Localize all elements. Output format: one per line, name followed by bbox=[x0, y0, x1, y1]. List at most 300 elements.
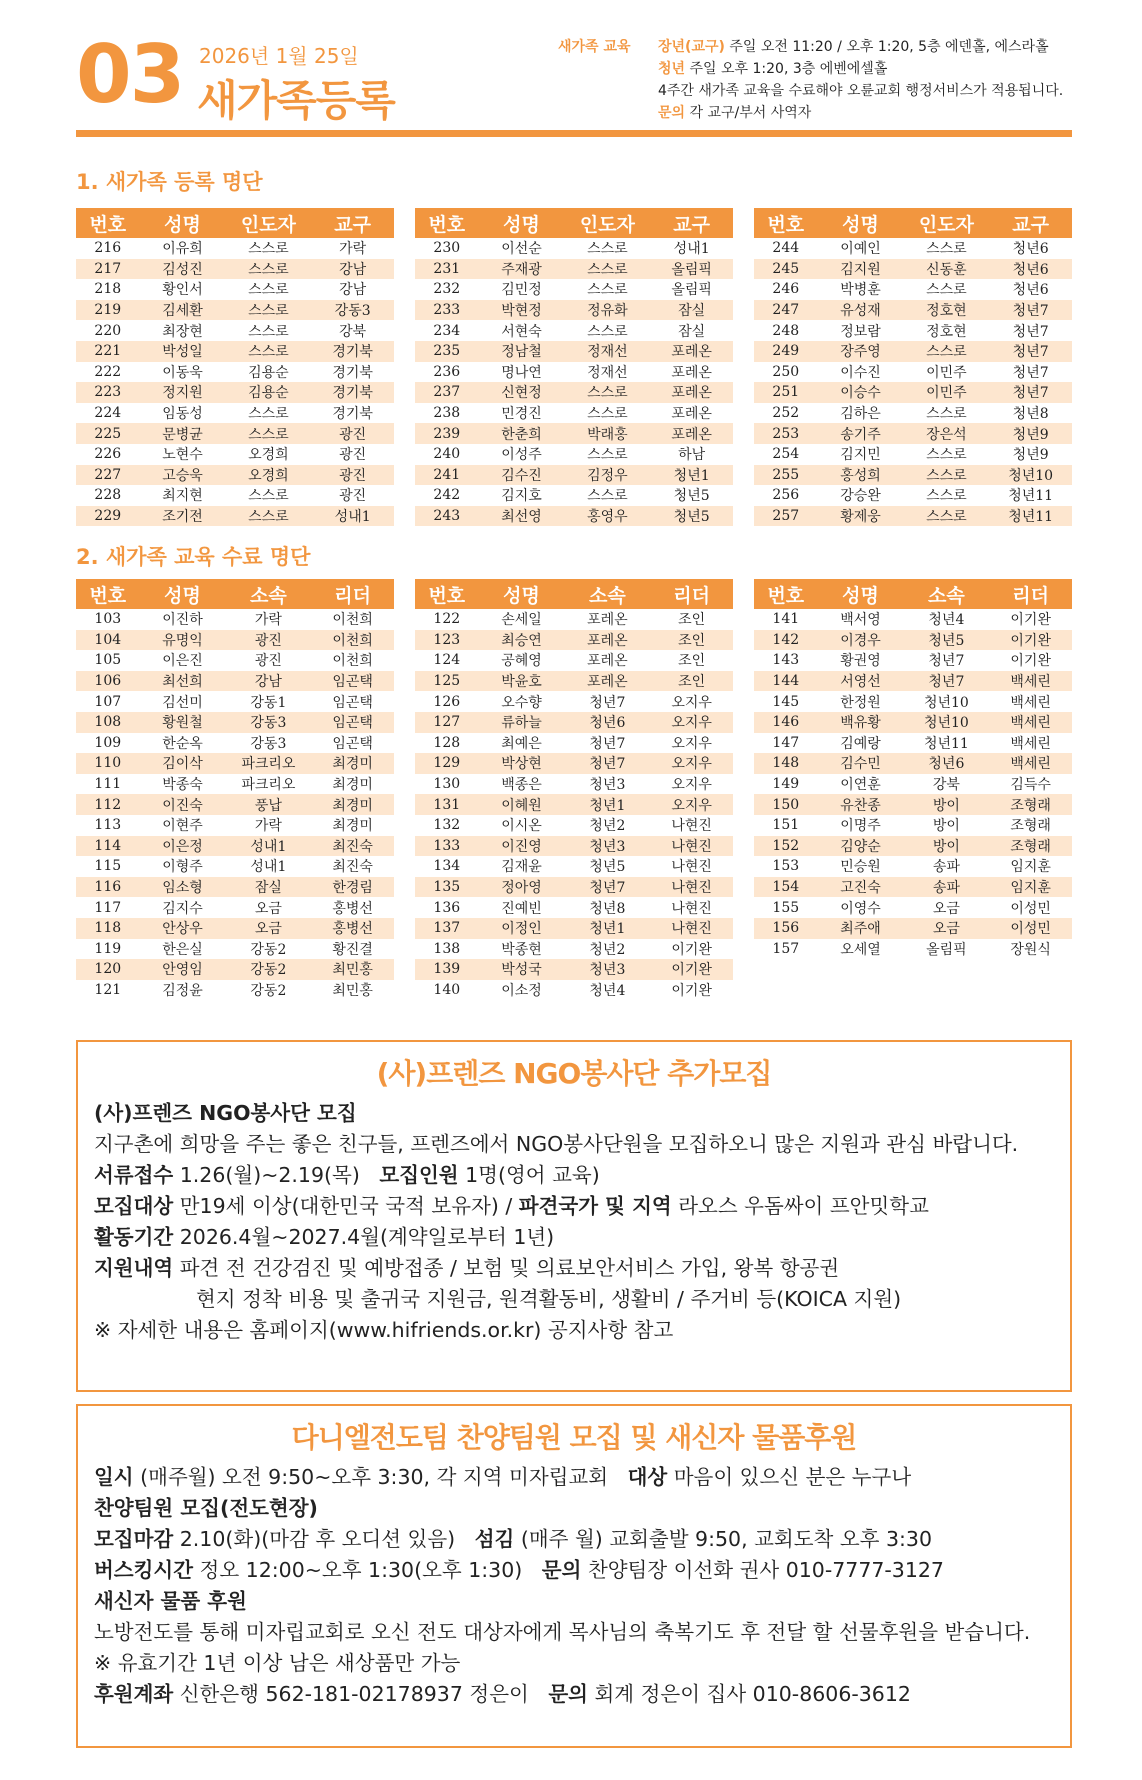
table-cell: 가락 bbox=[254, 612, 282, 629]
table-cell: 120 bbox=[76, 959, 140, 980]
table-cell: 김정우 bbox=[564, 465, 650, 486]
table-cell: 서영선 bbox=[818, 671, 904, 692]
support-value-1: 파견 전 건강검진 및 예방접종 / 보험 및 의료보안서비스 가입, 왕복 항공권 bbox=[179, 1256, 840, 1280]
target-label: 모집대상 bbox=[94, 1194, 174, 1218]
youth-schedule: 주일 오후 1:20, 3층 에벤에셀홀 bbox=[689, 61, 888, 77]
table-cell: 오지우 bbox=[671, 694, 712, 711]
table-cell: 최경미 bbox=[332, 777, 373, 794]
inquiry-text: 각 교구/부서 사역자 bbox=[689, 105, 812, 121]
table-row bbox=[754, 671, 1072, 692]
table-row bbox=[415, 939, 733, 960]
table-cell: 248 bbox=[772, 322, 800, 339]
table-cell: 류하늘 bbox=[479, 712, 565, 733]
column-header: 성명 bbox=[140, 208, 226, 238]
table-cell: 나현진 bbox=[650, 836, 733, 857]
table-cell: 청년5 bbox=[650, 506, 733, 527]
header-divider bbox=[76, 130, 1072, 137]
table-cell: 청년2 bbox=[589, 818, 626, 835]
table-cell: 이유희 bbox=[162, 241, 203, 258]
table-row bbox=[754, 630, 1072, 651]
table-cell: 백세린 bbox=[989, 753, 1072, 774]
table-cell: 청년2 bbox=[589, 941, 626, 958]
table-cell: 스스로 bbox=[248, 323, 289, 340]
table-cell: 청년7 bbox=[1012, 323, 1049, 340]
table-cell: 125 bbox=[415, 671, 479, 692]
table-cell: 129 bbox=[415, 753, 479, 774]
table-row bbox=[76, 959, 394, 980]
table-row bbox=[415, 671, 733, 692]
table-cell: 107 bbox=[94, 693, 122, 710]
table-cell: 118 bbox=[76, 918, 140, 939]
table-row bbox=[754, 650, 1072, 671]
table-cell: 240 bbox=[433, 446, 461, 463]
table-cell: 정호현 bbox=[903, 300, 989, 321]
table-cell: 127 bbox=[415, 712, 479, 733]
table-cell: 청년7 bbox=[589, 735, 626, 752]
table-cell: 파크리오 bbox=[241, 777, 296, 794]
table-cell: 최승연 bbox=[479, 630, 565, 651]
table-cell: 한경림 bbox=[311, 877, 394, 898]
table-cell: 130 bbox=[433, 776, 461, 793]
table-row bbox=[76, 815, 394, 836]
table-cell: 박성일 bbox=[140, 341, 226, 362]
table-row bbox=[415, 238, 733, 259]
table-cell: 김지민 bbox=[840, 447, 881, 464]
support-label: 지원내역 bbox=[94, 1256, 174, 1280]
table-cell: 황제웅 bbox=[818, 506, 904, 527]
table-cell: 박윤호 bbox=[479, 671, 565, 692]
table-row bbox=[754, 609, 1072, 630]
table-cell: 송기주 bbox=[818, 423, 904, 444]
section-title-registration: 1. 새가족 등록 명단 bbox=[76, 170, 263, 194]
column-header: 성명 bbox=[818, 208, 904, 238]
table-cell: 225 bbox=[76, 423, 140, 444]
table-cell: 가락 bbox=[339, 241, 367, 258]
table-cell: 226 bbox=[94, 446, 122, 463]
table-cell: 126 bbox=[433, 693, 461, 710]
table-row bbox=[754, 691, 1072, 712]
table-cell: 112 bbox=[76, 794, 140, 815]
education-info-label: 새가족 교육 bbox=[558, 39, 631, 55]
table-header-row bbox=[754, 208, 1072, 238]
table-row bbox=[415, 630, 733, 651]
table-cell: 한은실 bbox=[162, 941, 203, 958]
table-cell: 121 bbox=[94, 981, 122, 998]
table-cell: 포레온 bbox=[587, 653, 628, 670]
table-cell: 149 bbox=[772, 776, 800, 793]
table-row bbox=[754, 444, 1072, 465]
table-cell: 이현주 bbox=[162, 818, 203, 835]
column-header: 번호 bbox=[76, 579, 140, 609]
table-row bbox=[415, 877, 733, 898]
table-cell: 백서영 bbox=[840, 612, 881, 629]
table-row bbox=[76, 444, 394, 465]
table-cell: 정호현 bbox=[926, 323, 967, 340]
table-row bbox=[754, 753, 1072, 774]
table-cell: 청년10 bbox=[923, 694, 969, 711]
table-cell: 246 bbox=[772, 281, 800, 298]
table-cell: 강남 bbox=[339, 282, 367, 299]
table-cell: 강북 bbox=[932, 777, 960, 794]
table-cell: 안상우 bbox=[140, 918, 226, 939]
table-cell: 성내1 bbox=[673, 241, 710, 258]
table-cell: 230 bbox=[433, 240, 461, 257]
table-cell: 강동2 bbox=[250, 982, 287, 999]
table-cell: 강동1 bbox=[250, 694, 287, 711]
table-cell: 청년7 bbox=[1012, 364, 1049, 381]
table-cell: 249 bbox=[754, 341, 818, 362]
table-cell: 스스로 bbox=[926, 447, 967, 464]
when-label: 일시 bbox=[94, 1465, 134, 1489]
table-row bbox=[415, 712, 733, 733]
who-value: 마음이 있으신 분은 누구나 bbox=[673, 1465, 912, 1489]
table-cell: 오지우 bbox=[650, 712, 733, 733]
table-cell: 청년5 bbox=[673, 488, 710, 505]
table-cell: 140 bbox=[433, 981, 461, 998]
table-row bbox=[754, 238, 1072, 259]
table-cell: 잠실 bbox=[678, 323, 706, 340]
table-cell: 방이 bbox=[903, 836, 989, 857]
table-cell: 나현진 bbox=[671, 859, 712, 876]
table-cell: 청년4 bbox=[928, 612, 965, 629]
busking-label: 버스킹시간 bbox=[94, 1558, 194, 1582]
table-cell: 스스로 bbox=[903, 341, 989, 362]
table-cell: 김용순 bbox=[248, 364, 289, 381]
table-cell: 한정원 bbox=[840, 694, 881, 711]
education-info bbox=[558, 36, 1078, 124]
table-cell: 포레온 bbox=[564, 630, 650, 651]
table-cell: 138 bbox=[433, 940, 461, 957]
table-cell: 백세린 bbox=[1010, 735, 1051, 752]
table-cell: 이성민 bbox=[1010, 900, 1051, 917]
serve-value: (매주 월) 교회출발 9:50, 교회도착 오후 3:30 bbox=[520, 1527, 932, 1551]
table-row bbox=[415, 423, 733, 444]
table-cell: 정재선 bbox=[587, 364, 628, 381]
table-cell: 139 bbox=[415, 959, 479, 980]
table-row bbox=[76, 382, 394, 403]
table-cell: 조인 bbox=[650, 671, 733, 692]
table-row bbox=[415, 485, 733, 506]
table-row bbox=[415, 341, 733, 362]
table-row bbox=[76, 918, 394, 939]
table-cell: 124 bbox=[433, 652, 461, 669]
table-cell: 청년3 bbox=[564, 959, 650, 980]
table-cell: 청년6 bbox=[564, 712, 650, 733]
column-header: 성명 bbox=[479, 579, 565, 609]
table-row bbox=[754, 877, 1072, 898]
table-cell: 백세린 bbox=[989, 671, 1072, 692]
table-cell: 주재광 bbox=[479, 259, 565, 280]
table-row bbox=[754, 712, 1072, 733]
ngo-note: ※ 자세한 내용은 홈페이지(www.hifriends.or.kr) 공지사항 참고 bbox=[94, 1318, 674, 1342]
table-cell: 청년7 bbox=[989, 382, 1072, 403]
table-cell: 117 bbox=[94, 899, 122, 916]
table-cell: 141 bbox=[772, 611, 800, 628]
table-cell: 조인 bbox=[650, 630, 733, 651]
table-row bbox=[415, 691, 733, 712]
table-row bbox=[415, 733, 733, 754]
table-cell: 공혜영 bbox=[501, 653, 542, 670]
table-cell: 백유황 bbox=[818, 712, 904, 733]
table-cell: 고승욱 bbox=[140, 465, 226, 486]
docs-label: 서류접수 bbox=[94, 1163, 174, 1187]
table-cell: 스스로 bbox=[564, 259, 650, 280]
table-row bbox=[415, 856, 733, 877]
table-cell: 청년7 bbox=[989, 341, 1072, 362]
table-cell: 이선순 bbox=[501, 241, 542, 258]
donation-text: 노방전도를 통해 미자립교회로 오신 전도 대상자에게 목사님의 축복기도 후 전달 할 선물후원을 받습니다. bbox=[94, 1620, 1031, 1644]
table-cell: 나현진 bbox=[650, 918, 733, 939]
table-row bbox=[76, 279, 394, 300]
table-cell: 이소정 bbox=[501, 982, 542, 999]
contact-label: 문의 bbox=[541, 1558, 582, 1582]
table-cell: 105 bbox=[94, 652, 122, 669]
serve-label: 섬김 bbox=[474, 1527, 515, 1551]
table-cell: 235 bbox=[415, 341, 479, 362]
table-cell: 강남 bbox=[311, 259, 394, 280]
table-cell: 김재윤 bbox=[501, 859, 542, 876]
table-cell: 119 bbox=[94, 940, 122, 957]
column-header: 리더 bbox=[311, 579, 394, 609]
adult-schedule: 주일 오전 11:20 / 오후 1:20, 5층 에덴홀, 에스라홀 bbox=[729, 39, 1049, 55]
table-cell: 청년1 bbox=[564, 918, 650, 939]
table-cell: 김수민 bbox=[818, 753, 904, 774]
table-cell: 223 bbox=[76, 382, 140, 403]
completion-table-2 bbox=[415, 579, 733, 1000]
table-cell: 김수진 bbox=[479, 465, 565, 486]
table-cell: 108 bbox=[76, 712, 140, 733]
table-cell: 스스로 bbox=[225, 506, 311, 527]
table-cell: 254 bbox=[772, 446, 800, 463]
table-cell: 임동성 bbox=[162, 406, 203, 423]
table-cell: 이민주 bbox=[903, 382, 989, 403]
table-row bbox=[754, 733, 1072, 754]
table-cell: 박종현 bbox=[501, 941, 542, 958]
table-cell: 136 bbox=[433, 899, 461, 916]
table-cell: 정남철 bbox=[479, 341, 565, 362]
table-row bbox=[415, 774, 733, 795]
table-cell: 이승수 bbox=[818, 382, 904, 403]
table-cell: 137 bbox=[415, 918, 479, 939]
table-cell: 청년7 bbox=[589, 694, 626, 711]
table-row bbox=[415, 506, 733, 527]
table-cell: 김득수 bbox=[1010, 777, 1051, 794]
table-cell: 오금 bbox=[225, 918, 311, 939]
table-row bbox=[76, 774, 394, 795]
table-cell: 217 bbox=[76, 259, 140, 280]
table-cell: 나현진 bbox=[671, 900, 712, 917]
column-header: 교구 bbox=[650, 208, 733, 238]
table-cell: 스스로 bbox=[926, 406, 967, 423]
table-cell: 성내1 bbox=[225, 836, 311, 857]
table-row bbox=[76, 836, 394, 857]
table-cell: 황원철 bbox=[140, 712, 226, 733]
table-cell: 219 bbox=[76, 300, 140, 321]
table-cell: 민경진 bbox=[501, 406, 542, 423]
table-cell: 스스로 bbox=[225, 300, 311, 321]
table-cell: 이영수 bbox=[840, 900, 881, 917]
table-row bbox=[415, 279, 733, 300]
table-cell: 홍성희 bbox=[818, 465, 904, 486]
table-row bbox=[76, 630, 394, 651]
table-cell: 조인 bbox=[678, 612, 706, 629]
column-header: 번호 bbox=[754, 579, 818, 609]
table-cell: 청년6 bbox=[1012, 282, 1049, 299]
table-row bbox=[754, 341, 1072, 362]
table-cell: 스스로 bbox=[248, 488, 289, 505]
table-cell: 234 bbox=[433, 322, 461, 339]
table-cell: 김용순 bbox=[225, 382, 311, 403]
table-cell: 스스로 bbox=[225, 259, 311, 280]
table-cell: 포레온 bbox=[650, 423, 733, 444]
column-header: 번호 bbox=[76, 208, 140, 238]
table-cell: 이기완 bbox=[671, 941, 712, 958]
table-cell: 155 bbox=[772, 899, 800, 916]
table-row bbox=[754, 506, 1072, 527]
table-row bbox=[415, 753, 733, 774]
table-cell: 명나연 bbox=[501, 364, 542, 381]
table-cell: 156 bbox=[754, 918, 818, 939]
table-cell: 강남 bbox=[225, 671, 311, 692]
table-row bbox=[415, 403, 733, 424]
header-date: 2026년 1월 25일 bbox=[199, 44, 359, 68]
table-cell: 스스로 bbox=[564, 382, 650, 403]
table-row bbox=[76, 300, 394, 321]
table-cell: 풍납 bbox=[225, 794, 311, 815]
table-cell: 오지우 bbox=[650, 794, 733, 815]
table-cell: 광진 bbox=[339, 488, 367, 505]
table-cell: 포레온 bbox=[671, 406, 712, 423]
table-header-row bbox=[415, 579, 733, 609]
table-row bbox=[754, 279, 1072, 300]
table-cell: 142 bbox=[754, 630, 818, 651]
table-row bbox=[76, 691, 394, 712]
table-cell: 221 bbox=[76, 341, 140, 362]
table-cell: 임소형 bbox=[140, 877, 226, 898]
table-cell: 조형래 bbox=[989, 794, 1072, 815]
table-cell: 광진 bbox=[225, 630, 311, 651]
table-cell: 스스로 bbox=[587, 282, 628, 299]
table-cell: 청년5 bbox=[903, 630, 989, 651]
table-cell: 방이 bbox=[932, 818, 960, 835]
table-cell: 서현숙 bbox=[501, 323, 542, 340]
table-cell: 최민홍 bbox=[311, 959, 394, 980]
table-cell: 이경우 bbox=[818, 630, 904, 651]
table-cell: 정아영 bbox=[479, 877, 565, 898]
column-header: 소속 bbox=[564, 579, 650, 609]
page-title: 새가족등록 bbox=[197, 76, 395, 125]
table-cell: 237 bbox=[415, 382, 479, 403]
table-cell: 115 bbox=[94, 858, 122, 875]
table-cell: 김정윤 bbox=[162, 982, 203, 999]
table-row bbox=[76, 650, 394, 671]
table-cell: 청년4 bbox=[589, 982, 626, 999]
table-row bbox=[754, 259, 1072, 280]
table-row bbox=[415, 259, 733, 280]
ngo-subtitle: (사)프렌즈 NGO봉사단 모집 bbox=[94, 1101, 357, 1125]
contact2-value: 회계 정은이 집사 010-8606-3612 bbox=[594, 1682, 911, 1706]
table-cell: 오지우 bbox=[671, 777, 712, 794]
table-cell: 스스로 bbox=[225, 341, 311, 362]
table-row bbox=[76, 753, 394, 774]
table-row bbox=[76, 712, 394, 733]
column-header: 교구 bbox=[311, 208, 394, 238]
table-cell: 박현정 bbox=[479, 300, 565, 321]
table-cell: 241 bbox=[415, 465, 479, 486]
table-cell: 232 bbox=[433, 281, 461, 298]
table-cell: 이정인 bbox=[479, 918, 565, 939]
table-row bbox=[76, 362, 394, 383]
table-cell: 147 bbox=[772, 734, 800, 751]
table-cell: 임곤택 bbox=[311, 671, 394, 692]
table-cell: 강동3 bbox=[311, 300, 394, 321]
account-value: 신한은행 562-181-02178937 정은이 bbox=[179, 1682, 529, 1706]
table-cell: 이성민 bbox=[989, 918, 1072, 939]
table-row bbox=[76, 794, 394, 815]
youth-label: 청년 bbox=[658, 61, 686, 77]
daniel-title: 다니엘전도팀 찬양팀원 모집 및 새신자 물품후원 bbox=[291, 1421, 857, 1454]
column-header: 인도자 bbox=[903, 208, 989, 238]
table-cell: 122 bbox=[433, 611, 461, 628]
table-cell: 250 bbox=[772, 363, 800, 380]
table-cell: 224 bbox=[94, 405, 122, 422]
table-cell: 포레온 bbox=[650, 382, 733, 403]
table-row bbox=[76, 733, 394, 754]
table-row bbox=[415, 836, 733, 857]
table-cell: 김선미 bbox=[162, 694, 203, 711]
table-cell: 청년7 bbox=[564, 753, 650, 774]
table-cell: 이성주 bbox=[501, 447, 542, 464]
completion-table-3 bbox=[754, 579, 1072, 959]
column-header: 번호 bbox=[415, 208, 479, 238]
table-cell: 임곤택 bbox=[311, 712, 394, 733]
table-cell: 이기완 bbox=[650, 959, 733, 980]
table-cell: 유명익 bbox=[140, 630, 226, 651]
table-cell: 황진결 bbox=[332, 941, 373, 958]
table-header-row bbox=[754, 579, 1072, 609]
table-cell: 135 bbox=[415, 877, 479, 898]
table-cell: 청년3 bbox=[564, 836, 650, 857]
table-row bbox=[76, 259, 394, 280]
table-cell: 경기북 bbox=[332, 364, 373, 381]
registration-table-3 bbox=[754, 208, 1072, 526]
table-cell: 227 bbox=[76, 465, 140, 486]
table-cell: 청년9 bbox=[1012, 447, 1049, 464]
table-cell: 220 bbox=[94, 322, 122, 339]
table-cell: 이명주 bbox=[840, 818, 881, 835]
table-cell: 256 bbox=[772, 487, 800, 504]
column-header: 소속 bbox=[225, 579, 311, 609]
table-cell: 이민주 bbox=[926, 364, 967, 381]
table-cell: 144 bbox=[754, 671, 818, 692]
who-label: 대상 bbox=[627, 1465, 668, 1489]
table-row bbox=[754, 320, 1072, 341]
table-row bbox=[76, 403, 394, 424]
table-row bbox=[76, 877, 394, 898]
table-cell: 106 bbox=[76, 671, 140, 692]
table-cell: 229 bbox=[76, 506, 140, 527]
table-cell: 스스로 bbox=[587, 447, 628, 464]
period-label: 활동기간 bbox=[94, 1225, 174, 1249]
table-cell: 청년11 bbox=[1008, 488, 1054, 505]
table-cell: 강동3 bbox=[250, 735, 287, 752]
table-cell: 잠실 bbox=[650, 300, 733, 321]
table-cell: 이천희 bbox=[311, 630, 394, 651]
period-value: 2026.4월~2027.4월(계약일로부터 1년) bbox=[179, 1225, 555, 1249]
table-cell: 청년10 bbox=[903, 712, 989, 733]
table-cell: 진예빈 bbox=[501, 900, 542, 917]
table-cell: 정재선 bbox=[564, 341, 650, 362]
